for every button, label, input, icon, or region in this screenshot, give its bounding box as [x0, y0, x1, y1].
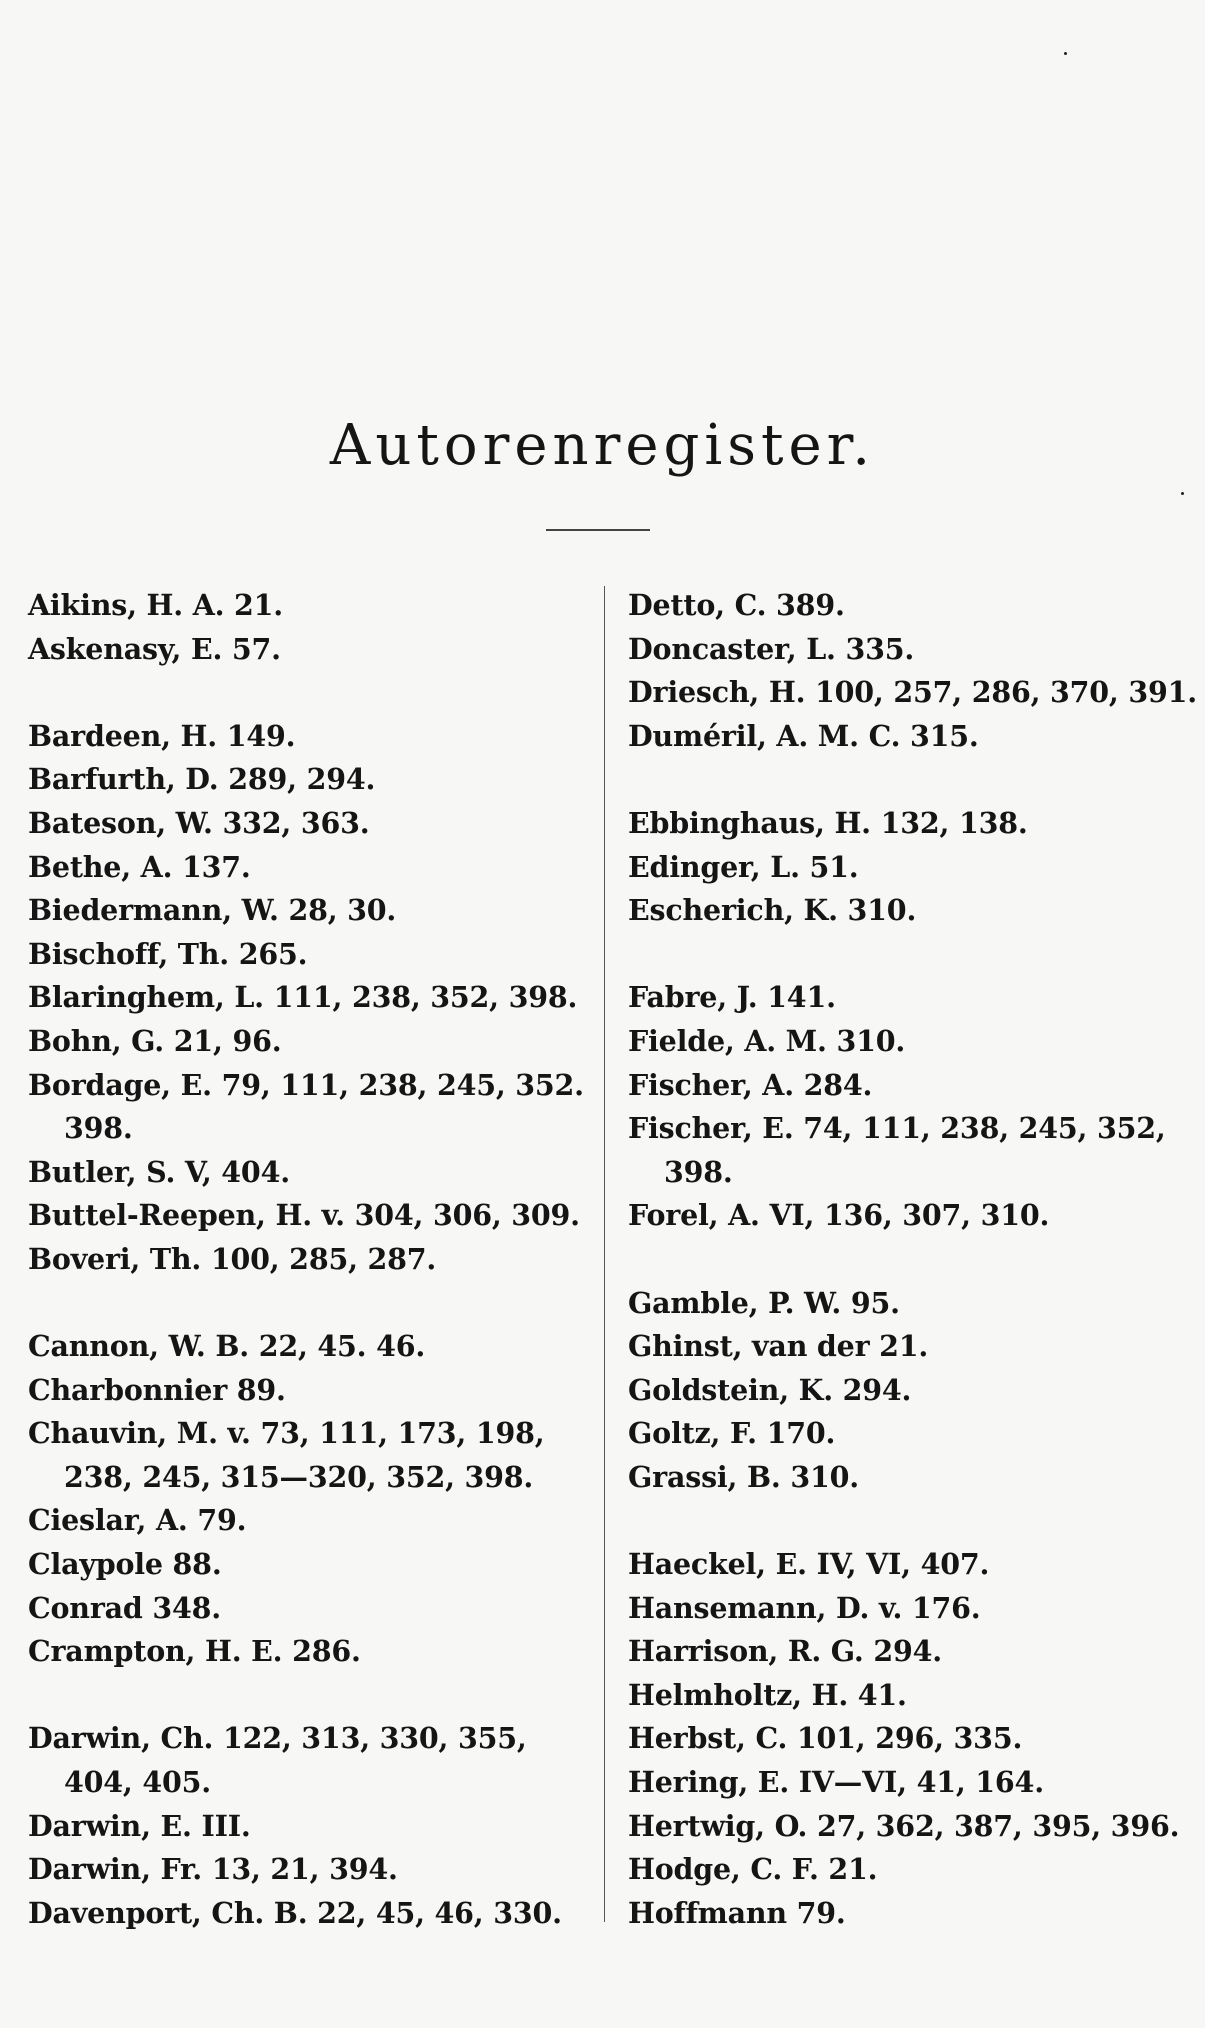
index-entry: Fabre, J. 141.	[628, 980, 836, 1015]
index-entry: Goltz, F. 170.	[628, 1416, 836, 1451]
index-entry: Claypole 88.	[28, 1547, 222, 1582]
index-entry: Blaringhem, L. 111, 238, 352, 398.	[28, 980, 578, 1015]
index-entry: Edinger, L. 51.	[628, 849, 859, 884]
index-entry: Goldstein, K. 294.	[628, 1372, 912, 1407]
index-entry-continuation: 398.	[664, 1154, 733, 1189]
index-entry: Fielde, A. M. 310.	[628, 1023, 906, 1058]
index-entry: Forel, A. VI, 136, 307, 310.	[628, 1198, 1050, 1233]
right-column	[628, 584, 1198, 1979]
index-entry: Darwin, Fr. 13, 21, 394.	[28, 1852, 398, 1887]
index-entry-continuation: 404, 405.	[64, 1765, 211, 1800]
print-speck	[1181, 492, 1184, 495]
index-entry: Hering, E. IV—VI, 41, 164.	[628, 1765, 1044, 1800]
title-rule	[546, 529, 650, 531]
index-entry: Haeckel, E. IV, VI, 407.	[628, 1547, 990, 1582]
index-entry: Fischer, E. 74, 111, 238, 245, 352,	[628, 1111, 1166, 1146]
index-entry: Darwin, E. III.	[28, 1808, 251, 1843]
index-entry: Buttel-Reepen, H. v. 304, 306, 309.	[28, 1198, 580, 1233]
page-title: Autorenregister.	[329, 413, 876, 478]
index-entry-continuation: 398.	[64, 1111, 133, 1146]
letter-group	[628, 802, 1198, 933]
letter-group	[628, 976, 1198, 1238]
index-entry: Aikins, H. A. 21.	[28, 588, 284, 622]
index-entry: Hoffmann 79.	[628, 1895, 846, 1930]
index-entry: Fischer, A. 284.	[628, 1067, 873, 1102]
index-entry: Boveri, Th. 100, 285, 287.	[28, 1241, 437, 1276]
letter-group	[628, 1282, 1198, 1500]
index-entry: Charbonnier 89.	[28, 1372, 286, 1407]
index-entry: Bordage, E. 79, 111, 238, 245, 352.	[28, 1067, 584, 1102]
index-entry: Biedermann, W. 28, 30.	[28, 893, 397, 928]
index-entry: Conrad 348.	[28, 1590, 221, 1625]
index-entry: Doncaster, L. 335.	[628, 631, 915, 666]
index-entry: Hodge, C. F. 21.	[628, 1852, 878, 1887]
letter-group	[628, 1543, 1198, 1935]
index-entry: Driesch, H. 100, 257, 286, 370, 391.	[628, 675, 1197, 710]
index-entry: Duméril, A. M. C. 315.	[628, 718, 979, 753]
index-entry: Darwin, Ch. 122, 313, 330, 355,	[28, 1721, 527, 1756]
index-entry: Barfurth, D. 289, 294.	[28, 762, 376, 797]
letter-group	[28, 584, 584, 671]
column-divider	[604, 586, 605, 1922]
index-entry: Bardeen, H. 149.	[28, 718, 296, 753]
index-entry: Herbst, C. 101, 296, 335.	[628, 1721, 1023, 1756]
index-entry: Butler, S. V, 404.	[28, 1154, 290, 1189]
index-entry: Cannon, W. B. 22, 45. 46.	[28, 1329, 426, 1364]
print-speck	[1064, 52, 1067, 55]
letter-group	[28, 1717, 584, 1935]
left-column	[28, 584, 584, 1979]
letter-group	[28, 1325, 584, 1674]
index-entry: Helmholtz, H. 41.	[628, 1677, 907, 1712]
index-entry: Grassi, B. 310.	[628, 1459, 859, 1494]
index-entry: Bethe, A. 137.	[28, 849, 251, 884]
index-entry: Crampton, H. E. 286.	[28, 1634, 361, 1669]
index-entry: Bohn, G. 21, 96.	[28, 1023, 282, 1058]
index-entry: Chauvin, M. v. 73, 111, 173, 198,	[28, 1416, 545, 1451]
index-entry: Askenasy, E. 57.	[28, 631, 281, 666]
index-entry: Harrison, R. G. 294.	[628, 1634, 942, 1669]
index-entry: Bateson, W. 332, 363.	[28, 805, 370, 840]
index-entry-continuation: 238, 245, 315—320, 352, 398.	[64, 1459, 534, 1494]
index-entry: Hertwig, O. 27, 362, 387, 395, 396.	[628, 1808, 1180, 1843]
letter-group	[28, 715, 584, 1282]
letter-group	[628, 584, 1198, 758]
index-entry: Ghinst, van der 21.	[628, 1329, 929, 1364]
index-entry: Davenport, Ch. B. 22, 45, 46, 330.	[28, 1895, 562, 1930]
index-entry: Cieslar, A. 79.	[28, 1503, 247, 1538]
index-entry: Ebbinghaus, H. 132, 138.	[628, 805, 1028, 840]
index-entry: Bischoff, Th. 265.	[28, 936, 308, 971]
index-entry: Gamble, P. W. 95.	[628, 1285, 900, 1320]
index-entry: Hansemann, D. v. 176.	[628, 1590, 981, 1625]
index-entry: Escherich, K. 310.	[628, 893, 917, 928]
index-entry: Detto, C. 389.	[628, 588, 845, 622]
